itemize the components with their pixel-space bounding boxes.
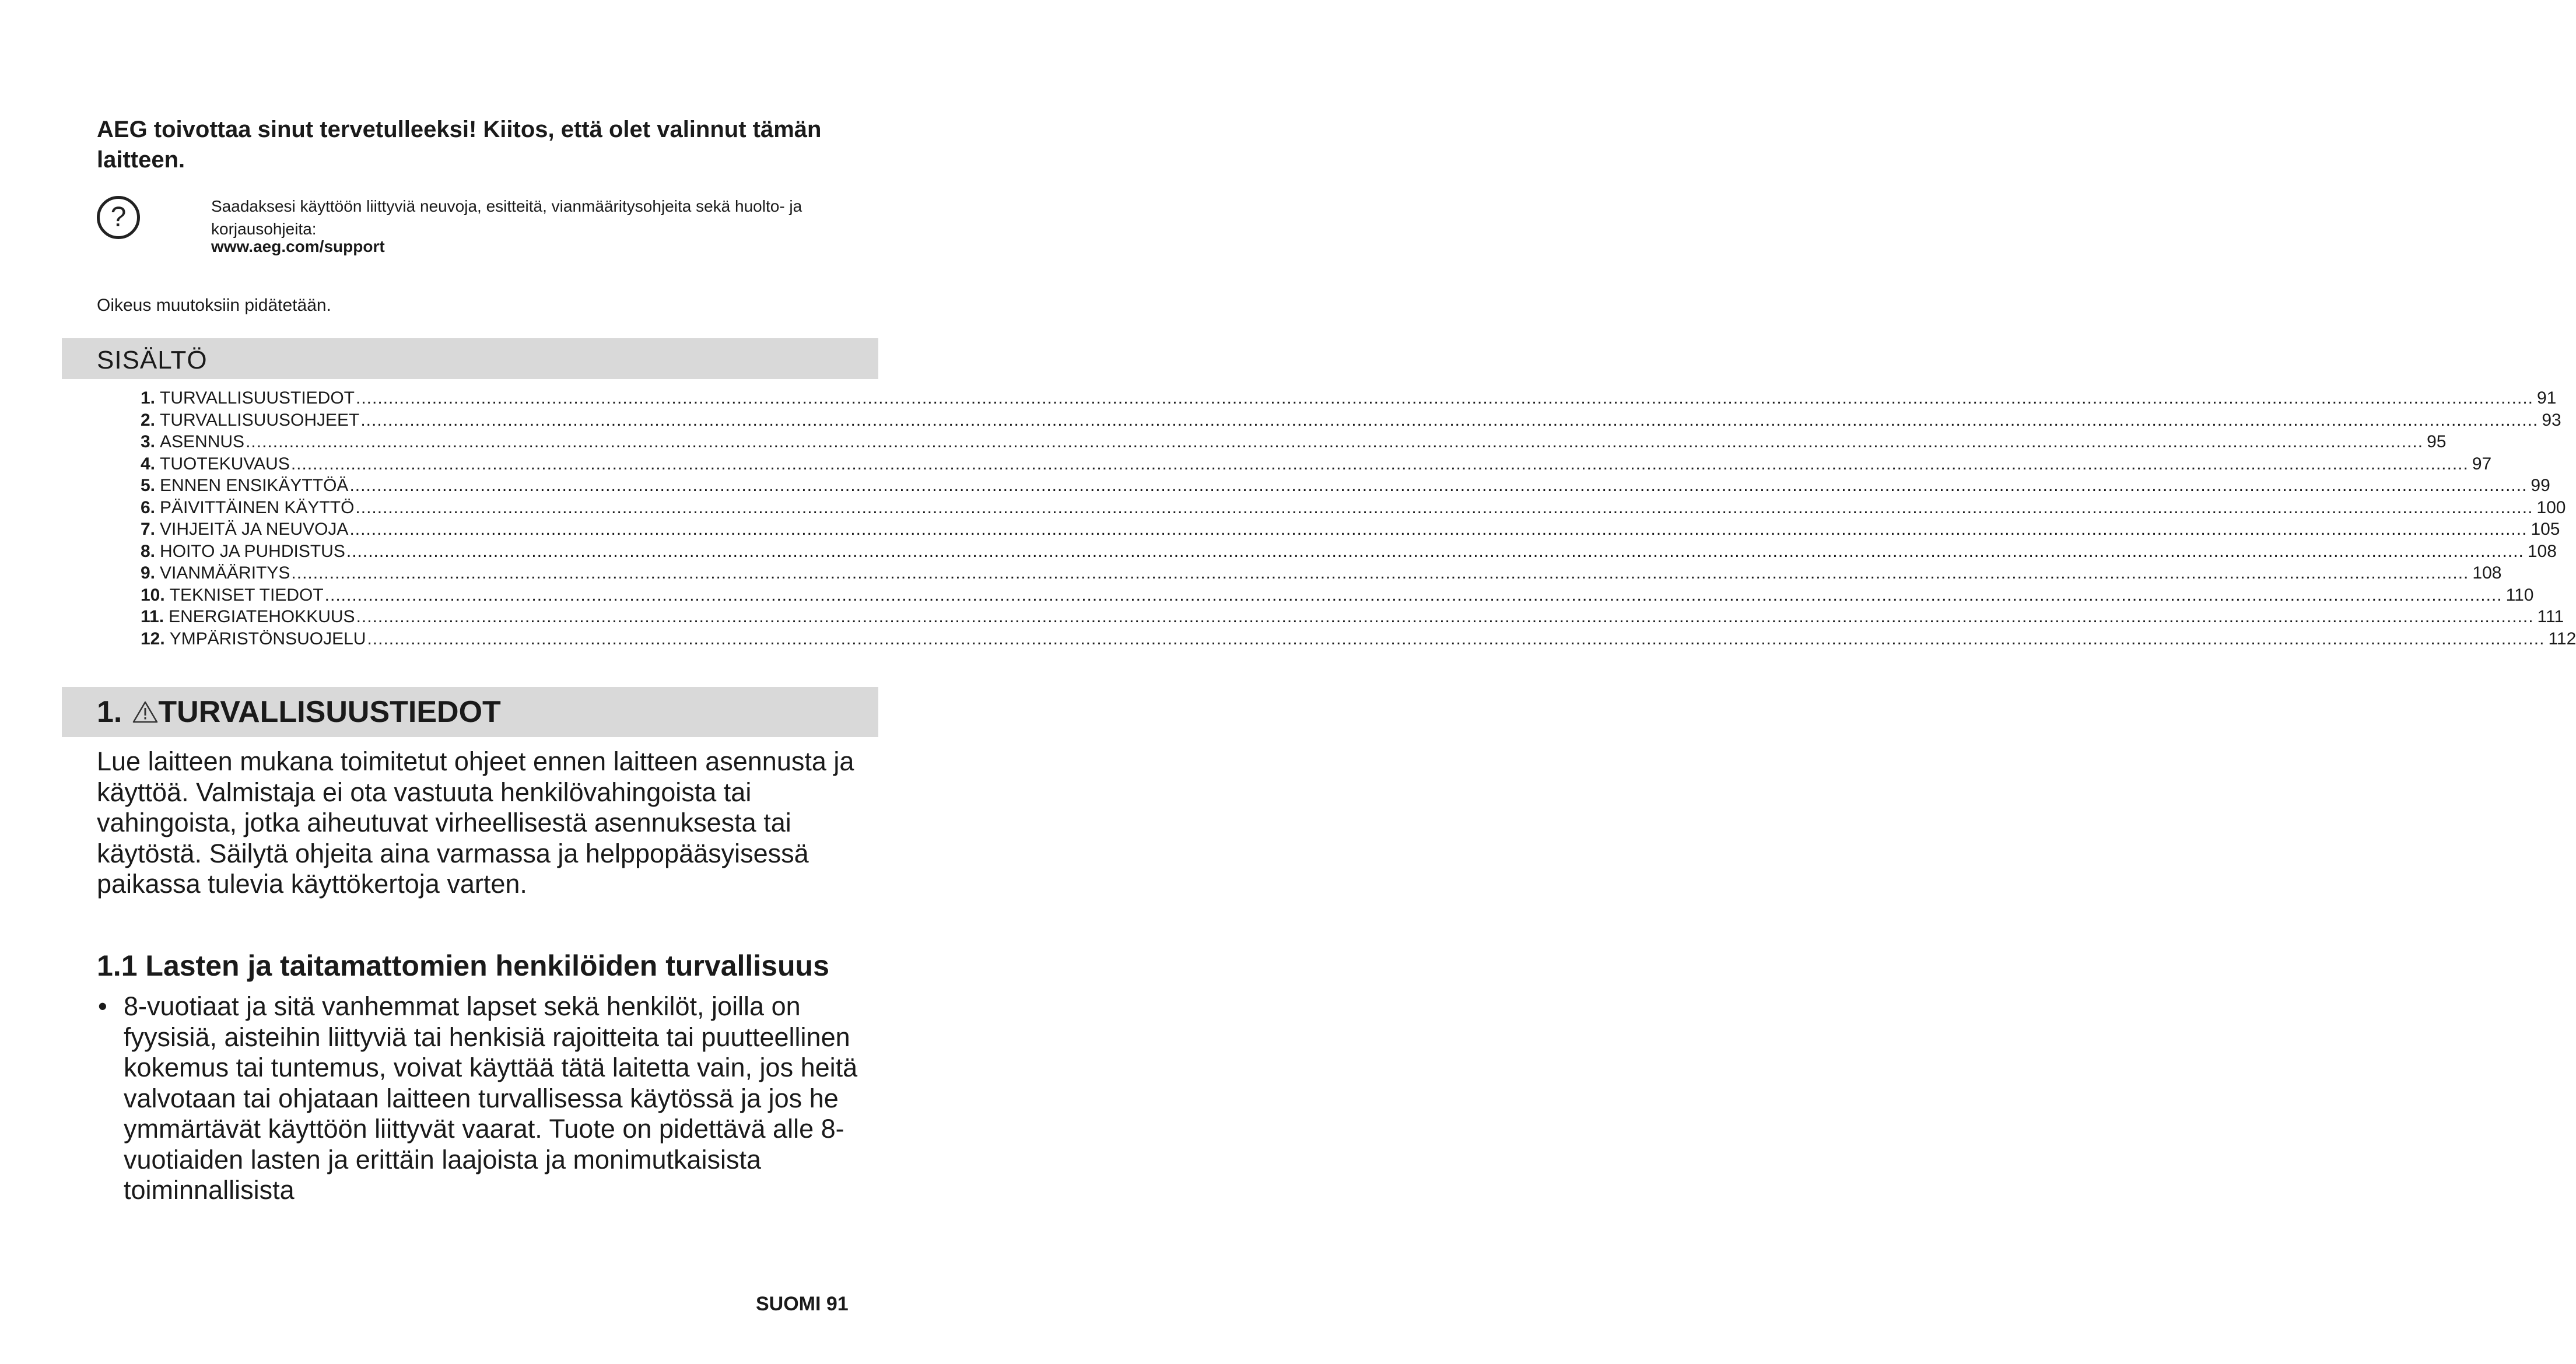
toc-dot-leader: ................................................................................................................................................................................................................................................................................................................................................................................................................: [291, 563, 2469, 583]
bullet-item: 8-vuotiaat ja sitä vanhemmat lapset sekä henkilöt, joilla on fyysisiä, aisteihin liittyviä tai henkisiä rajoitteita tai puutteellinen kokemus tai tuntemus, voivat käyttää tätä laitetta vain, jos heitä valvotaan tai ohjataan laitteen turvallisessa käytössä ja jos he ymmärtävät käyttöön liittyvät vaarat. Tuote on pidettävä alle 8-vuotiaiden lasten ja erittäin laajoista ja monimutkaisista toiminnallisista: [124, 991, 858, 1205]
toc-entry-number: 8.: [141, 541, 156, 561]
toc-entry-number: 12.: [141, 629, 165, 648]
toc-entry-page: 91: [2536, 388, 2557, 408]
toc-entry-number: 9.: [141, 563, 156, 583]
toc-dot-leader: ................................................................................................................................................................................................................................................................................................................................................................................................................: [367, 629, 2545, 648]
table-of-contents: [141, 387, 2576, 650]
toc-entry-page: 95: [2427, 432, 2447, 451]
toc-title: SISÄLTÖ: [97, 346, 208, 374]
toc-entry-label: PÄIVITTÄINEN KÄYTTÖ: [160, 497, 355, 517]
toc-entry-label: HOITO JA PUHDISTUS: [160, 541, 345, 561]
toc-entry[interactable]: [141, 584, 2534, 606]
toc-entry-number: 7.: [141, 520, 156, 539]
bullet-marker: •: [98, 991, 107, 1021]
page-footer: SUOMI 91: [756, 1293, 849, 1315]
toc-entry-label: TUOTEKUVAUS: [160, 454, 290, 474]
toc-entry[interactable]: [141, 409, 2561, 432]
toc-entry[interactable]: [141, 562, 2502, 584]
toc-entry[interactable]: [141, 431, 2447, 453]
change-notice: Oikeus muutoksiin pidätetään.: [97, 296, 331, 315]
toc-header-band: [62, 338, 878, 379]
toc-entry-page: 97: [2472, 454, 2492, 474]
section-title-text: TURVALLISUUSTIEDOT: [158, 695, 501, 729]
toc-entry[interactable]: [141, 628, 2576, 650]
toc-entry-number: 11.: [141, 607, 164, 626]
toc-entry-page: 111: [2537, 607, 2564, 626]
toc-dot-leader: ................................................................................................................................................................................................................................................................................................................................................................................................................: [356, 388, 2533, 408]
toc-entry-label: TEKNISET TIEDOT: [169, 585, 324, 605]
toc-entry[interactable]: [141, 453, 2492, 475]
toc-entry-number: 10.: [141, 585, 165, 605]
toc-entry-page: 99: [2531, 476, 2550, 495]
toc-entry-number: 5.: [141, 476, 156, 495]
toc-entry-label: ASENNUS: [160, 432, 245, 451]
toc-entry-number: 2.: [141, 410, 156, 430]
toc-entry-page: 108: [2472, 563, 2502, 583]
toc-entry-page: 100: [2536, 497, 2566, 517]
toc-entry[interactable]: [141, 475, 2550, 497]
toc-entry-label: ENNEN ENSIKÄYTTÖÄ: [160, 476, 349, 495]
toc-entry-label: VIANMÄÄRITYS: [160, 563, 290, 583]
toc-dot-leader: ................................................................................................................................................................................................................................................................................................................................................................................................................: [246, 432, 2424, 451]
toc-entry-label: TURVALLISUUSTIEDOT: [160, 388, 355, 408]
toc-entry[interactable]: [141, 541, 2557, 563]
toc-entry-page: 105: [2531, 520, 2560, 539]
section-header-band: [62, 687, 878, 737]
toc-entry-page: 110: [2505, 585, 2534, 605]
toc-entry-label: ENERGIATEHOKKUUS: [169, 607, 355, 626]
toc-entry[interactable]: [141, 497, 2566, 519]
warning-triangle-icon: [132, 700, 158, 724]
question-circle-icon: ?: [97, 196, 140, 239]
welcome-heading: AEG toivottaa sinut tervetulleeksi! Kiitos, että olet valinnut tämän laitteen.: [97, 117, 822, 173]
intro-paragraph: Lue laitteen mukana toimitetut ohjeet ennen laitteen asennusta ja käyttöä. Valmistaja ei ota vastuuta henkilövahingoista tai vahingoista, jotka aiheutuvat virheellisestä asennuksesta tai käytöstä. Säilytä ohjeita aina varmassa ja helppopääsyisessä paikassa tulevia käyttökertoja varten.: [97, 746, 854, 899]
toc-entry-number: 4.: [141, 454, 156, 474]
toc-entry[interactable]: [141, 387, 2557, 409]
toc-dot-leader: ................................................................................................................................................................................................................................................................................................................................................................................................................: [349, 520, 2528, 539]
toc-entry-label: TURVALLISUUSOHJEET: [160, 410, 360, 430]
help-text: Saadaksesi käyttöön liittyviä neuvoja, esitteitä, vianmääritysohjeita sekä huolto- ja korjausohjeita:: [211, 197, 802, 238]
toc-dot-leader: ................................................................................................................................................................................................................................................................................................................................................................................................................: [349, 476, 2528, 495]
section-number: 1.: [97, 695, 122, 729]
toc-entry-label: VIHJEITÄ JA NEUVOJA: [160, 520, 349, 539]
toc-entry[interactable]: [141, 518, 2560, 541]
section-title: [97, 693, 501, 731]
support-link[interactable]: www.aeg.com/support: [211, 237, 385, 255]
toc-entry-number: 1.: [141, 388, 156, 408]
toc-dot-leader: ................................................................................................................................................................................................................................................................................................................................................................................................................: [356, 607, 2534, 626]
toc-entry-label: YMPÄRISTÖNSUOJELU: [169, 629, 366, 648]
toc-entry-page: 108: [2527, 541, 2557, 561]
toc-entry[interactable]: [141, 606, 2564, 628]
toc-entry-page: 93: [2542, 410, 2561, 430]
toc-entry-page: 112: [2548, 629, 2576, 648]
toc-dot-leader: ................................................................................................................................................................................................................................................................................................................................................................................................................: [355, 497, 2533, 517]
toc-entry-number: 6.: [141, 497, 156, 517]
subsection-heading: 1.1 Lasten ja taitamattomien henkilöiden turvallisuus: [97, 949, 829, 982]
toc-dot-leader: ................................................................................................................................................................................................................................................................................................................................................................................................................: [324, 585, 2503, 605]
toc-dot-leader: ................................................................................................................................................................................................................................................................................................................................................................................................................: [290, 454, 2469, 474]
toc-dot-leader: ................................................................................................................................................................................................................................................................................................................................................................................................................: [360, 410, 2539, 430]
toc-entry-number: 3.: [141, 432, 156, 451]
toc-dot-leader: ................................................................................................................................................................................................................................................................................................................................................................................................................: [346, 541, 2524, 561]
